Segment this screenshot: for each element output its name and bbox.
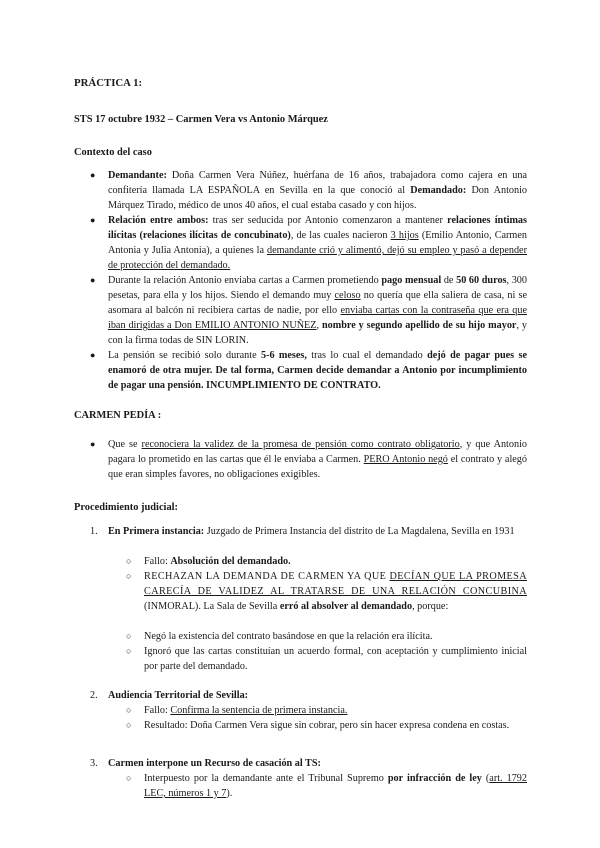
list-item-casacion [90,756,527,771]
label-audiencia: Audiencia Territorial de Sevilla: [108,690,249,701]
label-relacion: Relación entre ambos: [108,215,209,226]
bullet-icon: ● [90,170,96,180]
list-item-carmen-pedia: ● Que se reconociera la validez de la promesa de pensión como contrato obligatorio, y que Antonio pagara lo prometido en las cartas que él le enviaba a Carmen. PERO Antonio negó el contrato y alegó que eran simples favores, no obligaciones exigibles. [90,439,527,480]
bullet-icon: ● [90,350,96,360]
circle-bullet-icon: ○ [126,556,132,566]
bullet-icon: ● [90,439,96,449]
circle-bullet-icon: ○ [126,631,132,641]
sub-item-rechazan: ○ RECHAZAN LA DEMANDA DE CARMEN YA QUE DECÍAN QUE LA PROMESA CARECÍA DE VALIDEZ AL TRATARSE DE UNA RELACIÓN CONCUBINA (INMORAL). La Sala de Sevilla erró al absolver al demandado, porque: [126,571,527,612]
list-item-cartas: ● Durante la relación Antonio enviaba cartas a Carmen prometiendo pago mensual de 50 60 duros, 300 pesetas, para ella y los hijos. Siendo el demando muy celoso no quería que ella saliera de casa, ni se asomara al balcón ni recibiera cartas de nadie, por ello enviaba cartas con la contraseña que era que iban dirigidas a Don EMILIO ANTONIO NUÑEZ, nombre y segundo apellido de su hijo mayor, y con la firma todas de SIN LORIN. [90,275,527,346]
sub-item-fallo-2: ○ Fallo: Confirma la sentencia de primera instancia. [126,705,348,716]
item-number: 3. [90,758,98,769]
case-subtitle: STS 17 octubre 1932 – Carmen Vera vs Antonio Márquez [74,114,328,125]
list-item-relacion: ● Relación entre ambos: tras ser seducida por Antonio comenzaron a mantener relaciones íntimas ilícitas (relaciones ilícitas de concubinato), de las cuales nacieron 3 hijos (Emilio Antonio, Carmen Antonia y Julia Antonia), a quienes la demandante crió y alimentó, dejó su empleo y pasó a depender de protección del demandado. [90,215,527,271]
page-title: PRÁCTICA 1: [74,77,143,89]
label-casacion: Carmen interpone un Recurso de casación al TS: [108,758,321,769]
sub-item-resultado: ○ Resultado: Doña Carmen Vera sigue sin cobrar, pero sin hacer expresa condena en costas. [126,720,510,731]
bullet-icon: ● [90,275,96,285]
sub-item-nego: ○ Negó la existencia del contrato basándose en que la relación era ilícita. [126,631,433,642]
circle-bullet-icon: ○ [126,646,132,656]
section-heading-procedimiento: Procedimiento judicial: [74,502,178,513]
list-item-audiencia [90,688,527,703]
sub-item-fallo-1: ○ Fallo: Absolución del demandado. [126,556,291,567]
sub-item-interpuesto: ○ Interpuesto por la demandante ante el Tribunal Supremo por infracción de ley (art. 1792 LEC, números 1 y 7). [126,773,527,799]
list-item-pension: ● La pensión se recibió solo durante 5-6 meses, tras lo cual el demandado dejó de pagar pues se enamoró de otra mujer. De tal forma, Carmen decide demandar a Antonio por incumplimiento de pagar una pensión. INCUMPLIMIENTO DE CONTRATO. [90,350,528,391]
circle-bullet-icon: ○ [126,773,132,783]
item-number: 1. [90,526,98,537]
list-item-demandante: ● Demandante: Doña Carmen Vera Núñez, huérfana de 16 años, trabajadora como cajera en una confitería llamada LA ESPAÑOLA en Sevilla en la que conoció al Demandado: Don Antonio Márquez Tirado, médico de unos 40 años, el cual estaba casado y con hijos. [90,170,528,211]
label-primera-instancia: En Primera instancia: [108,526,205,537]
item-number: 2. [90,690,98,701]
section-heading-contexto: Contexto del caso [74,147,152,158]
sub-item-ignoro: ○ Ignoró que las cartas constituían un acuerdo formal, con aceptación y cumplimiento inicial por parte del demandado. [126,646,527,672]
bullet-icon: ● [90,215,96,225]
circle-bullet-icon: ○ [126,571,132,581]
label-demandante: Demandante: [108,170,167,181]
list-item-primera-instancia: 1. En Primera instancia: Juzgado de Primera Instancia del distrito de La Magdalena, Sevilla en 1931 [90,526,515,537]
circle-bullet-icon: ○ [126,705,132,715]
section-heading-carmen-pedia: CARMEN PEDÍA : [74,410,162,421]
circle-bullet-icon: ○ [126,720,132,730]
